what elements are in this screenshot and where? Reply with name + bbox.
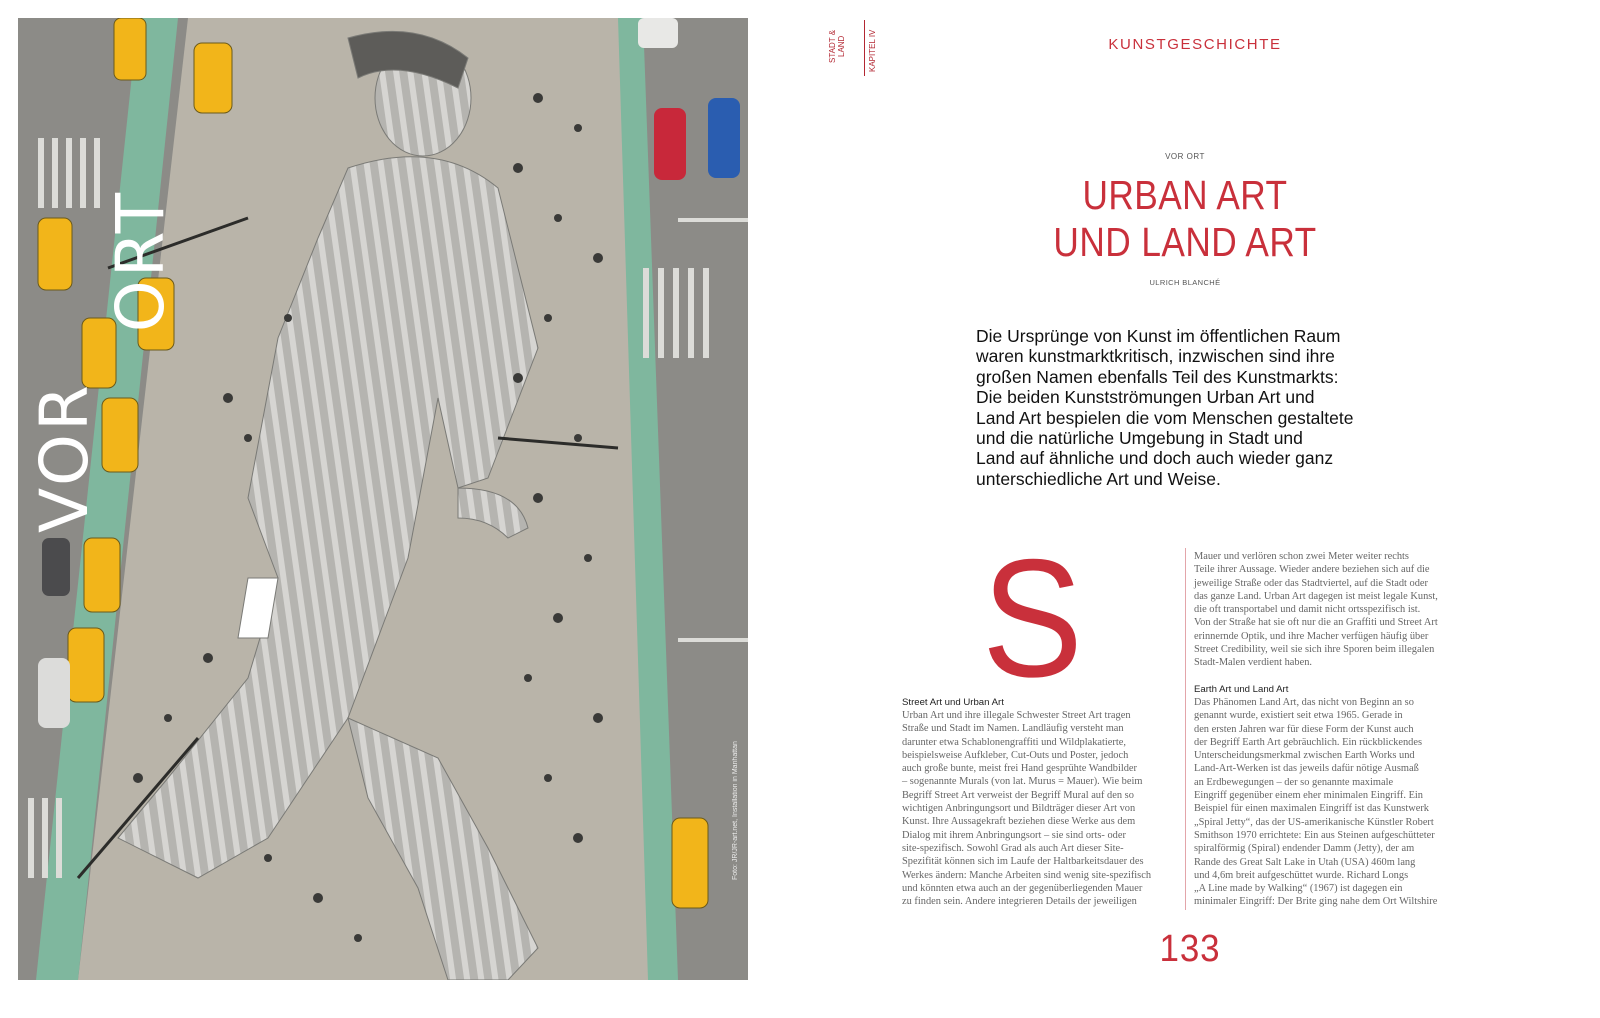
column-divider [1185,548,1186,910]
body-column-right-bottom [1194,684,1484,909]
lead-line: Land Art bespielen die vom Menschen gestaltete [976,407,1354,428]
lead-line: und die natürliche Umgebung in Stadt und [976,428,1303,449]
body-line: genannt wurde, existiert seit etwa 1965. Gerade in [1194,710,1403,722]
body-line: wichtigen Anbringungsort und Bildträger dieser Art von [902,803,1136,815]
body-line: Straße und Stadt im Namen. Landläufig versteht man [902,723,1124,735]
body-line: beispielsweise Aufkleber, Cut-Outs und Poster, jedoch [902,749,1129,761]
body-line: spiralförmig (Spiral) endender Damm (Jetty), der am [1194,843,1415,855]
subheading: Street Art und Urban Art [902,697,1004,708]
body-column-right-top [1194,550,1484,670]
body-line: site-spezifisch. Sowohl Grad als auch Art dieser Site- [902,842,1124,854]
lead-line: unterschiedliche Art und Weise. [976,468,1221,489]
subheading: Earth Art und Land Art [1194,684,1289,695]
page-number: 133 [1159,928,1221,970]
headline-line-1: URBAN ART [1082,172,1288,218]
lead-line: Die beiden Kunstströmungen Urban Art und [976,387,1315,408]
body-line: – sogenannte Murals (von lat. Murus = Mauer). Wie beim [902,776,1143,788]
body-line: der Begriff Earth Art gebräuchlich. Ein rückblickendes [1194,736,1423,748]
body-line: den ersten Jahren war für diese Form der Kunst auch [1194,723,1414,735]
body-line: Von der Straße hat sie oft nur die an Graffiti und Street Art [1194,617,1438,629]
body-line: Mauer und verlören schon zwei Meter weiter rechts [1194,551,1409,562]
headline-line-2: UND LAND ART [1053,219,1317,265]
body-line: Das Phänomen Land Art, das nicht von Beginn an so [1194,697,1414,708]
photo-title [26,189,179,533]
body-line: erinnernde Optik, und ihre Macher verfügen häufig über [1194,630,1429,642]
body-line: an Erdbewegungen – der so genannte maximale [1194,776,1394,788]
body-line: „Spiral Jetty“, das der US-amerikanische Künstler Robert [1194,816,1434,828]
kicker: VOR ORT [1165,152,1205,161]
lead-line: Die Ursprünge von Kunst im öffentlichen Raum [976,326,1341,346]
lead-line: waren kunstmarktkritisch, inzwischen sind ihre [976,346,1335,367]
photo-credit: Foto: JR/JR-art.net, Installation in Manhattan [732,741,739,880]
body-line: darunter etwa Schablonengraffiti und Wildplakatierte, [902,736,1126,748]
body-line: Kunst. Ihre Aussagekraft beziehen diese Werke aus dem [902,816,1136,828]
author-byline: ULRICH BLANCHÉ [1149,278,1221,287]
body-line: Spezifität können sich im Laufe der Haltbarkeitsdauer des [902,856,1144,868]
body-line: Werkes ändern: Manche Arbeiten sind wenig site-spezifisch [902,869,1152,881]
body-line: Dialog mit ihrem Anbringungsort – sie sind orts- oder [902,829,1126,841]
body-line: das ganze Land. Urban Art dagegen ist meist legale Kunst, [1194,590,1438,602]
lead-line: Land auf ähnliche und doch auch wieder ganz [976,448,1334,469]
photo-title-word-1: VOR [26,382,103,533]
body-line: „A Line made by Walking“ (1967) ist dagegen ein [1194,883,1403,895]
photo-title-word-2: ORT [102,189,179,333]
body-line: Begriff Street Art verweist der Begriff Mural auf den so [902,789,1134,801]
chapter-marker-number: KAPITEL IV [868,29,877,72]
street-aerial-illustration [18,18,748,980]
chapter-marker-title: STADT & LAND [828,29,846,63]
chapter-marker-rule [864,20,865,76]
lead-paragraph [976,326,1406,489]
body-line: und 4,6m breit aufgeschüttet wurde. Richard Longs [1194,869,1409,881]
body-line: Smithson 1970 errichtete: Ein aus Steinen aufgeschütteter [1194,829,1435,841]
body-line: Eingriff gegenüber einem eher minimalen Eingriff. Ein [1194,790,1423,802]
body-line: Stadt-Malen verdient haben. [1194,657,1313,669]
body-line: Teile ihrer Aussage. Wieder andere beziehen sich auf die [1194,564,1430,576]
body-line: und könnten etwa auch an der gegenüberliegenden Mauer [902,882,1143,894]
body-line: Street Credibility, weil sie sich ihre Sporen beim illegalen [1194,644,1435,656]
body-line: zu finden sein. Andere integrieren Details der jeweiligen [902,896,1137,908]
body-line: auch große bunte, meist frei Hand gesprühte Wandbilder [902,763,1137,775]
section-label: KUNSTGESCHICHTE [1108,36,1282,53]
cover-photo [18,18,748,980]
body-line: Rande des Great Salt Lake in Utah (USA) 460m lang [1194,856,1416,868]
article-page [780,0,1600,1018]
body-line: die oft transportabel und damit nicht ortsspezifisch ist. [1194,604,1421,616]
body-line: Land-Art-Werken ist das jeweils dafür nötige Ausmaß [1194,763,1419,775]
body-column-left [902,697,1182,908]
drop-cap: S [982,524,1083,712]
body-line: Beispiel für einen maximalen Eingriff ist das Kunstwerk [1194,803,1429,815]
body-line: Unterscheidungsmerkmal zwischen Earth Works und [1194,750,1415,762]
headline [1009,172,1362,266]
body-line: Urban Art und ihre illegale Schwester Street Art tragen [902,710,1131,721]
body-line: minimaler Eingriff: Der Brite ging nahe dem Ort Wiltshire [1194,896,1438,908]
lead-line: großen Namen ebenfalls Teil des Kunstmarkts: [976,366,1339,387]
body-line: jeweilige Straße oder das Stadtviertel, auf die Stadt oder [1194,577,1429,589]
